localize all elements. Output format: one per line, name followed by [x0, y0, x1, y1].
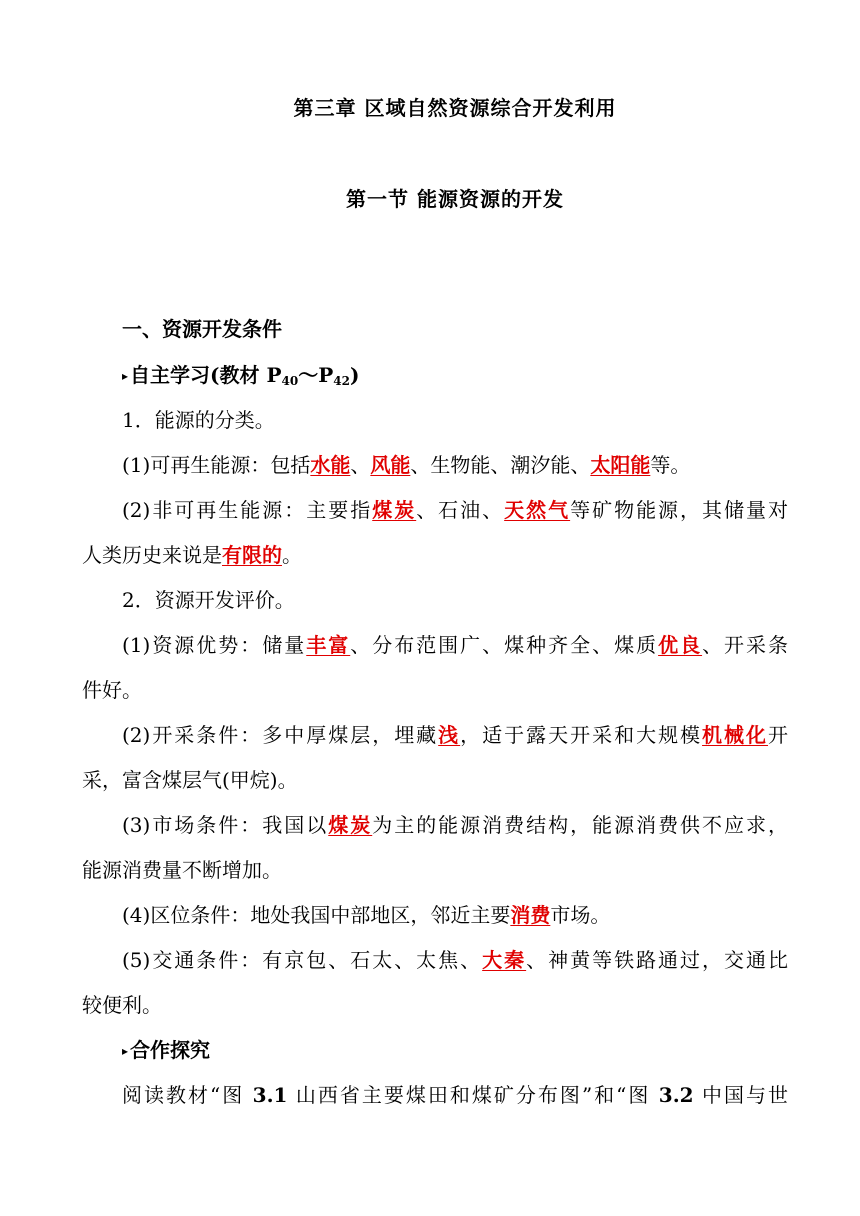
figure-number: 3.1 — [252, 1083, 288, 1107]
text: 中国与世 — [693, 1083, 788, 1107]
text: 、分布范围广、煤种齐全、煤质 — [350, 633, 659, 657]
item-1-2-cont — [82, 540, 788, 570]
heading-resource-conditions: 一、资源开发条件 — [122, 317, 282, 341]
answer-blank: 机械化 — [702, 723, 769, 747]
reading-instruction — [82, 1080, 788, 1110]
chapter-title: 第三章 区域自然资源综合开发利用 — [293, 96, 617, 120]
page-end: 42 — [333, 374, 350, 388]
text: 开 — [768, 723, 789, 747]
self-study-tilde: ～P — [298, 363, 334, 387]
item-2-5-cont: 较便利。 — [82, 993, 162, 1017]
item-2-2-cont: 采，富含煤层气(甲烷)。 — [82, 768, 298, 792]
item-2-5 — [82, 945, 788, 975]
text: ，适于露天开采和大规模 — [460, 723, 703, 747]
text: (2)非可再生能源：主要指 — [122, 498, 373, 522]
item-1: 1．能源的分类。 — [122, 408, 275, 432]
text: 为主的能源消费结构，能源消费供不应求， — [372, 813, 789, 837]
text: (3)市场条件：我国以 — [122, 813, 329, 837]
answer-blank: 丰富 — [306, 633, 351, 657]
text: 市场。 — [550, 903, 611, 927]
answer-blank: 浅 — [438, 723, 461, 747]
answer-blank: 水能 — [310, 453, 351, 477]
answer-blank: 有限的 — [222, 543, 282, 567]
item-2: 2．资源开发评价。 — [122, 588, 295, 612]
coop-heading — [82, 1035, 788, 1066]
text: 、生物能、潮汐能、 — [410, 453, 591, 477]
self-study-label: 自主学习(教材 P — [130, 363, 282, 387]
item-2-1-cont: 件好。 — [82, 678, 142, 702]
self-study-heading — [82, 360, 788, 391]
answer-blank: 天然气 — [504, 498, 571, 522]
item-1-1 — [82, 450, 788, 480]
answer-blank: 风能 — [370, 453, 411, 477]
page-start: 40 — [281, 374, 299, 388]
answer-blank: 优良 — [658, 633, 703, 657]
text: 等矿物能源，其储量对 — [570, 498, 789, 522]
text: 、 — [350, 453, 371, 477]
self-study-close: ) — [349, 363, 360, 387]
text: (1)可再生能源：包括 — [122, 453, 311, 477]
item-2-4 — [82, 900, 788, 930]
answer-blank: 消费 — [510, 903, 551, 927]
answer-blank: 大秦 — [482, 948, 527, 972]
answer-blank: 煤炭 — [328, 813, 373, 837]
text: 、神黄等铁路通过，交通比 — [526, 948, 788, 972]
answer-blank: 太阳能 — [590, 453, 651, 477]
text: 、石油、 — [416, 498, 505, 522]
text: 人类历史来说是 — [82, 543, 222, 567]
item-2-3 — [82, 810, 788, 840]
item-2-1 — [82, 630, 788, 660]
text: 。 — [282, 543, 302, 567]
item-2-2 — [82, 720, 788, 750]
text: 等。 — [650, 453, 691, 477]
coop-label: 合作探究 — [130, 1038, 211, 1062]
text: 山西省主要煤田和煤矿分布图”和“图 — [287, 1083, 659, 1107]
triangle-marker-icon: ▸ — [122, 1044, 129, 1058]
item-2-3-cont: 能源消费量不断增加。 — [82, 858, 282, 882]
text: 阅读教材“图 — [122, 1083, 253, 1107]
text: (1)资源优势：储量 — [122, 633, 307, 657]
answer-blank: 煤炭 — [372, 498, 417, 522]
text: (5)交通条件：有京包、石太、太焦、 — [122, 948, 483, 972]
section-title: 第一节 能源资源的开发 — [346, 187, 564, 211]
text: 、开采条 — [702, 633, 789, 657]
text: (2)开采条件：多中厚煤层，埋藏 — [122, 723, 439, 747]
item-1-2 — [82, 495, 788, 525]
triangle-marker-icon: ▸ — [122, 369, 129, 383]
text: (4)区位条件：地处我国中部地区，邻近主要 — [122, 903, 511, 927]
figure-number: 3.2 — [658, 1083, 694, 1107]
